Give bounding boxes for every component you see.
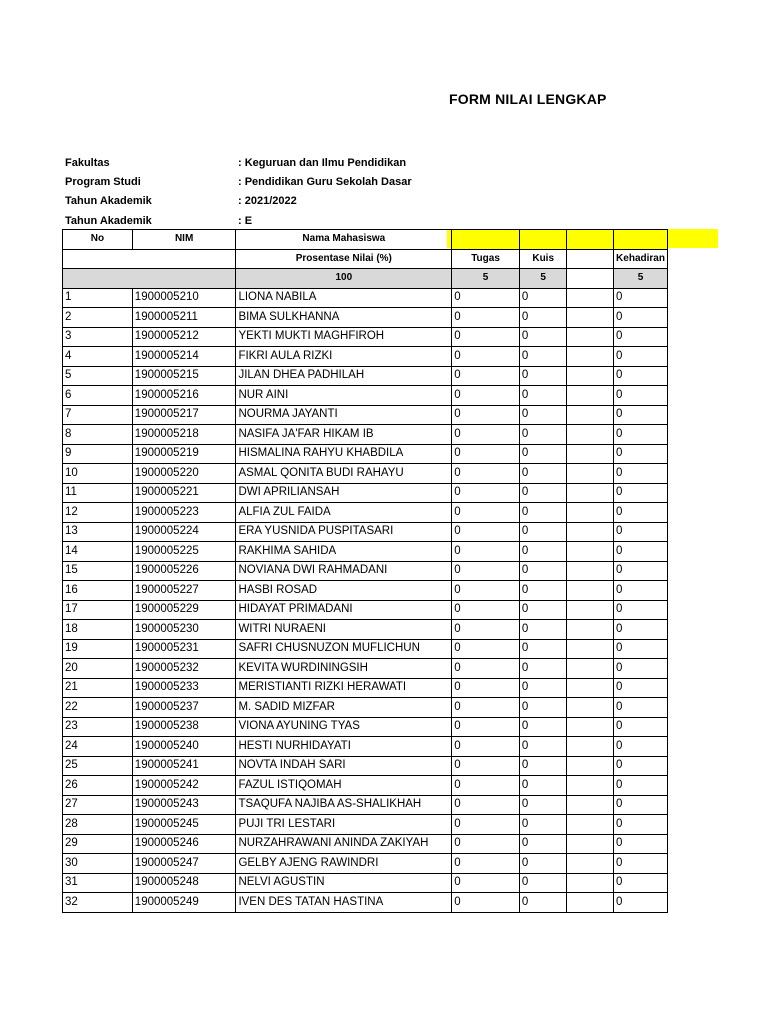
cell-empty[interactable] bbox=[567, 581, 614, 601]
table-row bbox=[63, 639, 668, 659]
cell-tugas[interactable]: 0 bbox=[452, 405, 520, 425]
cell-kehadiran[interactable]: 0 bbox=[614, 776, 668, 796]
cell-empty[interactable] bbox=[567, 425, 614, 445]
cell-tugas[interactable]: 0 bbox=[452, 815, 520, 835]
cell-empty[interactable] bbox=[567, 405, 614, 425]
cell-nim[interactable]: 1900005237 bbox=[132, 698, 236, 718]
cell-nama[interactable]: IVEN DES TATAN HASTINA bbox=[236, 893, 452, 913]
cell-kuis[interactable]: 0 bbox=[519, 522, 567, 542]
cell-kehadiran[interactable]: 0 bbox=[614, 893, 668, 913]
cell-nama[interactable]: FIKRI AULA RIZKI bbox=[236, 347, 452, 367]
cell-empty[interactable] bbox=[567, 893, 614, 913]
cell-tugas[interactable]: 0 bbox=[452, 308, 520, 328]
cell-kuis[interactable]: 0 bbox=[519, 483, 567, 503]
cell-nim[interactable]: 1900005223 bbox=[132, 503, 236, 523]
cell-kuis[interactable]: 0 bbox=[519, 776, 567, 796]
cell-kehadiran[interactable]: 0 bbox=[614, 834, 668, 854]
cell-kuis[interactable]: 0 bbox=[519, 425, 567, 445]
cell-kuis[interactable]: 0 bbox=[519, 795, 567, 815]
cell-kehadiran[interactable]: 0 bbox=[614, 659, 668, 679]
table-row bbox=[63, 756, 668, 776]
cell-nama[interactable]: PUJI TRI LESTARI bbox=[236, 815, 452, 835]
cell-tugas[interactable]: 0 bbox=[452, 483, 520, 503]
cell-nama[interactable]: ERA YUSNIDA PUSPITASARI bbox=[236, 522, 452, 542]
cell-nama[interactable]: VIONA AYUNING TYAS bbox=[236, 717, 452, 737]
cell-tugas[interactable]: 0 bbox=[452, 503, 520, 523]
cell-kehadiran[interactable]: 0 bbox=[614, 678, 668, 698]
cell-no[interactable]: 8 bbox=[63, 425, 133, 445]
info-value: : E bbox=[238, 214, 253, 227]
cell-empty[interactable] bbox=[567, 503, 614, 523]
table-row bbox=[63, 288, 668, 308]
cell-no[interactable]: 21 bbox=[63, 678, 133, 698]
cell-nim[interactable]: 1900005229 bbox=[132, 600, 236, 620]
cell-empty[interactable] bbox=[567, 659, 614, 679]
cell-kuis[interactable]: 0 bbox=[519, 347, 567, 367]
header-highlight-cell bbox=[452, 230, 520, 250]
cell-empty[interactable] bbox=[567, 737, 614, 757]
grade-table bbox=[62, 229, 668, 913]
weight-kehadiran: 5 bbox=[614, 269, 668, 289]
cell-kuis[interactable]: 0 bbox=[519, 698, 567, 718]
cell-nama[interactable]: TSAQUFA NAJIBA AS-SHALIKHAH bbox=[236, 795, 452, 815]
cell-kuis[interactable]: 0 bbox=[519, 542, 567, 562]
cell-nim[interactable]: 1900005232 bbox=[132, 659, 236, 679]
table-row bbox=[63, 893, 668, 913]
header-highlight-cell bbox=[614, 230, 668, 250]
cell-empty[interactable] bbox=[567, 639, 614, 659]
cell-no[interactable]: 6 bbox=[63, 386, 133, 406]
cell-empty[interactable] bbox=[567, 561, 614, 581]
cell-no[interactable]: 3 bbox=[63, 327, 133, 347]
cell-kehadiran[interactable]: 0 bbox=[614, 483, 668, 503]
cell-nim[interactable]: 1900005230 bbox=[132, 620, 236, 640]
cell-nim[interactable]: 1900005231 bbox=[132, 639, 236, 659]
cell-tugas[interactable]: 0 bbox=[452, 834, 520, 854]
table-row bbox=[63, 737, 668, 757]
cell-nama[interactable]: HIDAYAT PRIMADANI bbox=[236, 600, 452, 620]
cell-kuis[interactable]: 0 bbox=[519, 893, 567, 913]
header-no: No bbox=[63, 230, 133, 250]
table-row bbox=[63, 483, 668, 503]
cell-nama[interactable]: SAFRI CHUSNUZON MUFLICHUN bbox=[236, 639, 452, 659]
weight-empty bbox=[567, 269, 614, 289]
cell-nim[interactable]: 1900005211 bbox=[132, 308, 236, 328]
cell-no[interactable]: 27 bbox=[63, 795, 133, 815]
cell-kehadiran[interactable]: 0 bbox=[614, 600, 668, 620]
cell-no[interactable]: 4 bbox=[63, 347, 133, 367]
cell-kuis[interactable]: 0 bbox=[519, 366, 567, 386]
cell-kuis[interactable]: 0 bbox=[519, 854, 567, 874]
cell-nim[interactable]: 1900005214 bbox=[132, 347, 236, 367]
weights-blank bbox=[63, 269, 236, 289]
table-row bbox=[63, 854, 668, 874]
cell-empty[interactable] bbox=[567, 386, 614, 406]
cell-kehadiran[interactable]: 0 bbox=[614, 542, 668, 562]
cell-nama[interactable]: MERISTIANTI RIZKI HERAWATI bbox=[236, 678, 452, 698]
cell-no[interactable]: 17 bbox=[63, 600, 133, 620]
info-label: Program Studi bbox=[65, 175, 141, 188]
info-row-kelas bbox=[65, 211, 485, 230]
cell-no[interactable]: 22 bbox=[63, 698, 133, 718]
info-value: : Pendidikan Guru Sekolah Dasar bbox=[238, 175, 412, 188]
cell-nim[interactable]: 1900005241 bbox=[132, 756, 236, 776]
cell-no[interactable]: 20 bbox=[63, 659, 133, 679]
info-label: Tahun Akademik bbox=[65, 214, 152, 227]
header-nim: NIM bbox=[132, 230, 236, 250]
cell-kehadiran[interactable]: 0 bbox=[614, 444, 668, 464]
cell-nama[interactable]: NURZAHRAWANI ANINDA ZAKIYAH bbox=[236, 834, 452, 854]
cell-tugas[interactable]: 0 bbox=[452, 678, 520, 698]
cell-nim[interactable]: 1900005238 bbox=[132, 717, 236, 737]
cell-kehadiran[interactable]: 0 bbox=[614, 873, 668, 893]
weights-row bbox=[63, 269, 668, 289]
cell-nama[interactable]: LIONA NABILA bbox=[236, 288, 452, 308]
header-highlight-cell bbox=[567, 230, 614, 250]
cell-kehadiran[interactable]: 0 bbox=[614, 327, 668, 347]
weight-kuis: 5 bbox=[519, 269, 567, 289]
cell-kuis[interactable]: 0 bbox=[519, 873, 567, 893]
cell-nama[interactable]: GELBY AJENG RAWINDRI bbox=[236, 854, 452, 874]
cell-kuis[interactable]: 0 bbox=[519, 620, 567, 640]
cell-no[interactable]: 2 bbox=[63, 308, 133, 328]
cell-kehadiran[interactable]: 0 bbox=[614, 795, 668, 815]
cell-tugas[interactable]: 0 bbox=[452, 737, 520, 757]
cell-nama[interactable]: DWI APRILIANSAH bbox=[236, 483, 452, 503]
cell-kehadiran[interactable]: 0 bbox=[614, 366, 668, 386]
cell-no[interactable]: 9 bbox=[63, 444, 133, 464]
info-label: Fakultas bbox=[65, 156, 110, 169]
weight-total: 100 bbox=[236, 269, 452, 289]
header-highlight-cell bbox=[519, 230, 567, 250]
cell-nim[interactable]: 1900005210 bbox=[132, 288, 236, 308]
cell-no[interactable]: 15 bbox=[63, 561, 133, 581]
table-row bbox=[63, 600, 668, 620]
cell-nim[interactable]: 1900005243 bbox=[132, 795, 236, 815]
header-kehadiran: Kehadiran bbox=[614, 249, 668, 269]
cell-no[interactable]: 7 bbox=[63, 405, 133, 425]
cell-empty[interactable] bbox=[567, 308, 614, 328]
cell-no[interactable]: 30 bbox=[63, 854, 133, 874]
cell-empty[interactable] bbox=[567, 795, 614, 815]
table-row bbox=[63, 581, 668, 601]
cell-empty[interactable] bbox=[567, 776, 614, 796]
cell-no[interactable]: 26 bbox=[63, 776, 133, 796]
cell-empty[interactable] bbox=[567, 600, 614, 620]
cell-tugas[interactable]: 0 bbox=[452, 620, 520, 640]
cell-no[interactable]: 31 bbox=[63, 873, 133, 893]
cell-tugas[interactable]: 0 bbox=[452, 581, 520, 601]
cell-nim[interactable]: 1900005216 bbox=[132, 386, 236, 406]
cell-no[interactable]: 32 bbox=[63, 893, 133, 913]
cell-nim[interactable]: 1900005226 bbox=[132, 561, 236, 581]
cell-nama[interactable]: RAKHIMA SAHIDA bbox=[236, 542, 452, 562]
cell-no[interactable]: 12 bbox=[63, 503, 133, 523]
info-row-program-studi bbox=[65, 172, 485, 191]
cell-tugas[interactable]: 0 bbox=[452, 873, 520, 893]
cell-nim[interactable]: 1900005247 bbox=[132, 854, 236, 874]
cell-nim[interactable]: 1900005242 bbox=[132, 776, 236, 796]
cell-kuis[interactable]: 0 bbox=[519, 659, 567, 679]
cell-tugas[interactable]: 0 bbox=[452, 561, 520, 581]
cell-tugas[interactable]: 0 bbox=[452, 659, 520, 679]
cell-kehadiran[interactable]: 0 bbox=[614, 581, 668, 601]
cell-empty[interactable] bbox=[567, 620, 614, 640]
cell-kuis[interactable]: 0 bbox=[519, 756, 567, 776]
weight-tugas: 5 bbox=[452, 269, 520, 289]
cell-tugas[interactable]: 0 bbox=[452, 522, 520, 542]
cell-nim[interactable]: 1900005233 bbox=[132, 678, 236, 698]
cell-nim[interactable]: 1900005212 bbox=[132, 327, 236, 347]
cell-nama[interactable]: NUR AINI bbox=[236, 386, 452, 406]
table-row bbox=[63, 776, 668, 796]
table-row bbox=[63, 698, 668, 718]
cell-tugas[interactable]: 0 bbox=[452, 717, 520, 737]
cell-kuis[interactable]: 0 bbox=[519, 561, 567, 581]
cell-no[interactable]: 5 bbox=[63, 366, 133, 386]
table-row bbox=[63, 678, 668, 698]
cell-tugas[interactable]: 0 bbox=[452, 542, 520, 562]
cell-no[interactable]: 23 bbox=[63, 717, 133, 737]
cell-no[interactable]: 18 bbox=[63, 620, 133, 640]
cell-nama[interactable]: NOURMA JAYANTI bbox=[236, 405, 452, 425]
cell-nama[interactable]: HISMALINA RAHYU KHABDILA bbox=[236, 444, 452, 464]
cell-tugas[interactable]: 0 bbox=[452, 756, 520, 776]
cell-nama[interactable]: FAZUL ISTIQOMAH bbox=[236, 776, 452, 796]
info-block bbox=[65, 153, 485, 230]
header-nama: Nama Mahasiswa bbox=[236, 230, 452, 250]
info-value: : Keguruan dan Ilmu Pendidikan bbox=[238, 156, 407, 169]
table-row bbox=[63, 815, 668, 835]
header-prosentase: Prosentase Nilai (%) bbox=[236, 249, 452, 269]
cell-tugas[interactable]: 0 bbox=[452, 795, 520, 815]
cell-kuis[interactable]: 0 bbox=[519, 815, 567, 835]
cell-kuis[interactable]: 0 bbox=[519, 444, 567, 464]
cell-nama[interactable]: HASBI ROSAD bbox=[236, 581, 452, 601]
cell-kehadiran[interactable]: 0 bbox=[614, 386, 668, 406]
cell-empty[interactable] bbox=[567, 834, 614, 854]
table-row bbox=[63, 620, 668, 640]
cell-kehadiran[interactable]: 0 bbox=[614, 425, 668, 445]
cell-nama[interactable]: YEKTI MUKTI MAGHFIROH bbox=[236, 327, 452, 347]
cell-empty[interactable] bbox=[567, 522, 614, 542]
cell-no[interactable]: 24 bbox=[63, 737, 133, 757]
cell-nama[interactable]: BIMA SULKHANNA bbox=[236, 308, 452, 328]
cell-nim[interactable]: 1900005215 bbox=[132, 366, 236, 386]
table-row bbox=[63, 386, 668, 406]
cell-nim[interactable]: 1900005249 bbox=[132, 893, 236, 913]
cell-empty[interactable] bbox=[567, 347, 614, 367]
header-row bbox=[63, 230, 668, 250]
cell-kuis[interactable]: 0 bbox=[519, 308, 567, 328]
cell-nim[interactable]: 1900005245 bbox=[132, 815, 236, 835]
cell-kuis[interactable]: 0 bbox=[519, 386, 567, 406]
table-row bbox=[63, 522, 668, 542]
cell-tugas[interactable]: 0 bbox=[452, 425, 520, 445]
cell-tugas[interactable]: 0 bbox=[452, 464, 520, 484]
cell-empty[interactable] bbox=[567, 542, 614, 562]
cell-nim[interactable]: 1900005218 bbox=[132, 425, 236, 445]
info-row-fakultas bbox=[65, 153, 485, 172]
cell-tugas[interactable]: 0 bbox=[452, 776, 520, 796]
info-value: : 2021/2022 bbox=[238, 195, 297, 208]
table-row bbox=[63, 444, 668, 464]
cell-nama[interactable]: NASIFA JA'FAR HIKAM IB bbox=[236, 425, 452, 445]
table-row bbox=[63, 425, 668, 445]
table-row bbox=[63, 308, 668, 328]
cell-kuis[interactable]: 0 bbox=[519, 737, 567, 757]
cell-no[interactable]: 1 bbox=[63, 288, 133, 308]
cell-tugas[interactable]: 0 bbox=[452, 327, 520, 347]
cell-nama[interactable]: WITRI NURAENI bbox=[236, 620, 452, 640]
cell-kehadiran[interactable]: 0 bbox=[614, 288, 668, 308]
cell-kuis[interactable]: 0 bbox=[519, 288, 567, 308]
cell-no[interactable]: 19 bbox=[63, 639, 133, 659]
cell-nim[interactable]: 1900005225 bbox=[132, 542, 236, 562]
header-kuis: Kuis bbox=[519, 249, 567, 269]
cell-nama[interactable]: NELVI AGUSTIN bbox=[236, 873, 452, 893]
table-row bbox=[63, 717, 668, 737]
cell-kehadiran[interactable]: 0 bbox=[614, 737, 668, 757]
cell-kuis[interactable]: 0 bbox=[519, 503, 567, 523]
table-row bbox=[63, 503, 668, 523]
cell-nama[interactable]: HESTI NURHIDAYATI bbox=[236, 737, 452, 757]
info-row-tahun-akademik bbox=[65, 192, 485, 211]
cell-kehadiran[interactable]: 0 bbox=[614, 698, 668, 718]
info-label: Tahun Akademik bbox=[65, 195, 152, 208]
cell-empty[interactable] bbox=[567, 756, 614, 776]
table-row bbox=[63, 347, 668, 367]
cell-empty[interactable] bbox=[567, 717, 614, 737]
cell-no[interactable]: 28 bbox=[63, 815, 133, 835]
cell-no[interactable]: 10 bbox=[63, 464, 133, 484]
cell-nim[interactable]: 1900005246 bbox=[132, 834, 236, 854]
table-row bbox=[63, 542, 668, 562]
cell-nama[interactable]: JILAN DHEA PADHILAH bbox=[236, 366, 452, 386]
table-row bbox=[63, 834, 668, 854]
cell-kuis[interactable]: 0 bbox=[519, 405, 567, 425]
table-row bbox=[63, 327, 668, 347]
cell-empty[interactable] bbox=[567, 464, 614, 484]
subheader-row bbox=[63, 249, 668, 269]
cell-kuis[interactable]: 0 bbox=[519, 834, 567, 854]
cell-empty[interactable] bbox=[567, 873, 614, 893]
cell-kuis[interactable]: 0 bbox=[519, 717, 567, 737]
cell-nama[interactable]: ALFIA ZUL FAIDA bbox=[236, 503, 452, 523]
cell-kehadiran[interactable]: 0 bbox=[614, 308, 668, 328]
table-row bbox=[63, 366, 668, 386]
cell-tugas[interactable]: 0 bbox=[452, 639, 520, 659]
cell-no[interactable]: 13 bbox=[63, 522, 133, 542]
cell-nama[interactable]: KEVITA WURDININGSIH bbox=[236, 659, 452, 679]
cell-kuis[interactable]: 0 bbox=[519, 327, 567, 347]
cell-no[interactable]: 29 bbox=[63, 834, 133, 854]
cell-tugas[interactable]: 0 bbox=[452, 893, 520, 913]
cell-tugas[interactable]: 0 bbox=[452, 600, 520, 620]
cell-kehadiran[interactable]: 0 bbox=[614, 561, 668, 581]
table-row bbox=[63, 873, 668, 893]
cell-nama[interactable]: NOVIANA DWI RAHMADANI bbox=[236, 561, 452, 581]
cell-empty[interactable] bbox=[567, 678, 614, 698]
cell-tugas[interactable]: 0 bbox=[452, 288, 520, 308]
cell-nim[interactable]: 1900005217 bbox=[132, 405, 236, 425]
cell-no[interactable]: 14 bbox=[63, 542, 133, 562]
header-empty bbox=[567, 249, 614, 269]
page-title: FORM NILAI LENGKAP bbox=[449, 91, 607, 107]
cell-kehadiran[interactable]: 0 bbox=[614, 464, 668, 484]
cell-empty[interactable] bbox=[567, 288, 614, 308]
cell-kehadiran[interactable]: 0 bbox=[614, 522, 668, 542]
cell-kuis[interactable]: 0 bbox=[519, 581, 567, 601]
cell-kehadiran[interactable]: 0 bbox=[614, 815, 668, 835]
cell-tugas[interactable]: 0 bbox=[452, 698, 520, 718]
cell-kehadiran[interactable]: 0 bbox=[614, 347, 668, 367]
cell-kuis[interactable]: 0 bbox=[519, 600, 567, 620]
cell-nim[interactable]: 1900005240 bbox=[132, 737, 236, 757]
cell-nim[interactable]: 1900005224 bbox=[132, 522, 236, 542]
cell-nim[interactable]: 1900005219 bbox=[132, 444, 236, 464]
cell-empty[interactable] bbox=[567, 327, 614, 347]
cell-tugas[interactable]: 0 bbox=[452, 444, 520, 464]
table-row bbox=[63, 464, 668, 484]
cell-no[interactable]: 11 bbox=[63, 483, 133, 503]
cell-empty[interactable] bbox=[567, 483, 614, 503]
cell-kehadiran[interactable]: 0 bbox=[614, 639, 668, 659]
cell-kehadiran[interactable]: 0 bbox=[614, 503, 668, 523]
table-row bbox=[63, 405, 668, 425]
cell-kehadiran[interactable]: 0 bbox=[614, 405, 668, 425]
cell-empty[interactable] bbox=[567, 444, 614, 464]
cell-nama[interactable]: NOVTA INDAH SARI bbox=[236, 756, 452, 776]
cell-kuis[interactable]: 0 bbox=[519, 639, 567, 659]
cell-nim[interactable]: 1900005248 bbox=[132, 873, 236, 893]
cell-kehadiran[interactable]: 0 bbox=[614, 854, 668, 874]
cell-tugas[interactable]: 0 bbox=[452, 386, 520, 406]
table-row bbox=[63, 659, 668, 679]
cell-empty[interactable] bbox=[567, 854, 614, 874]
table-row bbox=[63, 795, 668, 815]
cell-kehadiran[interactable]: 0 bbox=[614, 620, 668, 640]
cell-nama[interactable]: M. SADID MIZFAR bbox=[236, 698, 452, 718]
cell-no[interactable]: 16 bbox=[63, 581, 133, 601]
cell-empty[interactable] bbox=[567, 698, 614, 718]
cell-tugas[interactable]: 0 bbox=[452, 366, 520, 386]
cell-kehadiran[interactable]: 0 bbox=[614, 717, 668, 737]
cell-no[interactable]: 25 bbox=[63, 756, 133, 776]
cell-nim[interactable]: 1900005227 bbox=[132, 581, 236, 601]
cell-empty[interactable] bbox=[567, 366, 614, 386]
cell-nim[interactable]: 1900005220 bbox=[132, 464, 236, 484]
table-row bbox=[63, 561, 668, 581]
cell-kuis[interactable]: 0 bbox=[519, 464, 567, 484]
cell-empty[interactable] bbox=[567, 815, 614, 835]
cell-nama[interactable]: ASMAL QONITA BUDI RAHAYU bbox=[236, 464, 452, 484]
cell-kehadiran[interactable]: 0 bbox=[614, 756, 668, 776]
cell-tugas[interactable]: 0 bbox=[452, 347, 520, 367]
cell-kuis[interactable]: 0 bbox=[519, 678, 567, 698]
subheader-blank bbox=[63, 249, 236, 269]
cell-tugas[interactable]: 0 bbox=[452, 854, 520, 874]
cell-nim[interactable]: 1900005221 bbox=[132, 483, 236, 503]
header-tugas: Tugas bbox=[452, 249, 520, 269]
